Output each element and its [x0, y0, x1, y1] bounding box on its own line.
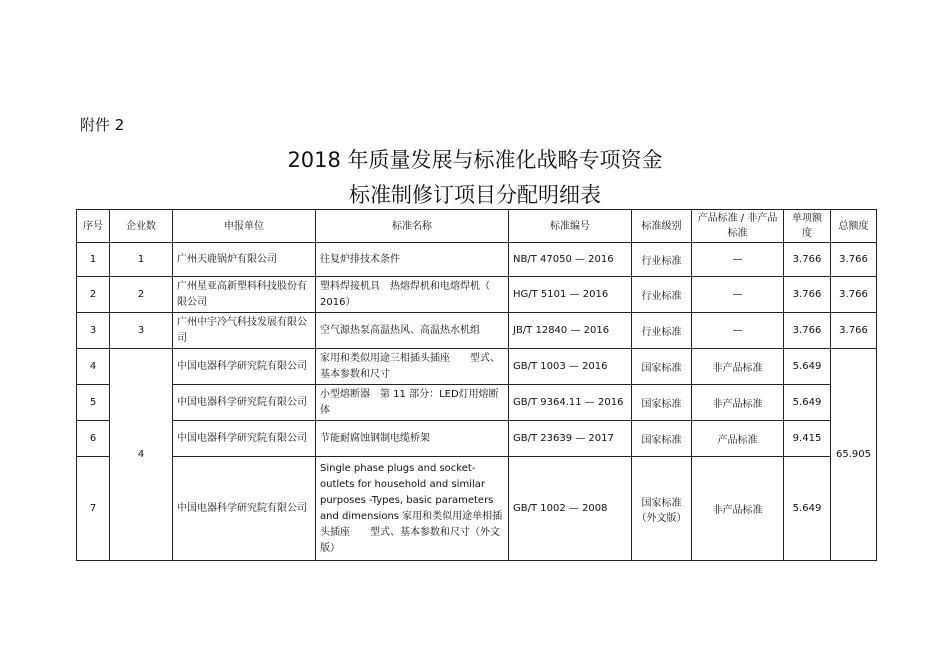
- cell-standard-code: NB/T 47050 — 2016: [509, 243, 632, 277]
- cell-unit-quota: 5.649: [784, 385, 831, 421]
- cell-product-type: 非产品标准: [692, 385, 784, 421]
- cell-seq: 7: [77, 457, 110, 561]
- cell-company-count: 4: [110, 349, 173, 561]
- cell-total-quota: 65.905: [831, 349, 877, 561]
- cell-total-quota: 3.766: [831, 313, 877, 349]
- cell-company-count: 1: [110, 243, 173, 277]
- cell-product-type: —: [692, 313, 784, 349]
- cell-total-quota: 3.766: [831, 277, 877, 313]
- cell-standard-name: 往复炉排技术条件: [316, 243, 509, 277]
- cell-applicant: 中国电器科学研究院有限公司: [173, 349, 316, 385]
- header-seq: 序号: [77, 210, 110, 243]
- cell-standard-name: 小型熔断器 第 11 部分：LED灯用熔断体: [316, 385, 509, 421]
- cell-seq: 5: [77, 385, 110, 421]
- cell-level: 行业标准: [632, 243, 692, 277]
- cell-unit-quota: 3.766: [784, 277, 831, 313]
- table-row: [77, 349, 877, 385]
- cell-product-type: 非产品标准: [692, 457, 784, 561]
- cell-standard-name: 节能耐腐蚀钢制电缆桥架: [316, 421, 509, 457]
- table-row: [77, 277, 877, 313]
- cell-applicant: 中国电器科学研究院有限公司: [173, 457, 316, 561]
- cell-level: 国家标准: [632, 385, 692, 421]
- cell-unit-quota: 3.766: [784, 243, 831, 277]
- header-total-quota: 总额度: [831, 210, 877, 243]
- attachment-label: 附件 2: [80, 116, 125, 134]
- cell-standard-code: JB/T 12840 — 2016: [509, 313, 632, 349]
- header-standard-name: 标准名称: [316, 210, 509, 243]
- header-company-count: 企业数: [110, 210, 173, 243]
- cell-standard-name: 塑料焊接机具 热熔焊机和电熔焊机（ 2016）: [316, 277, 509, 313]
- cell-applicant: 中国电器科学研究院有限公司: [173, 385, 316, 421]
- table-row: [77, 385, 877, 421]
- cell-product-type: 产品标准: [692, 421, 784, 457]
- cell-total-quota: 3.766: [831, 243, 877, 277]
- cell-level: 行业标准: [632, 277, 692, 313]
- table-row: [77, 243, 877, 277]
- header-product-type: 产品标准 / 非产品标准: [692, 210, 784, 243]
- cell-applicant: 广州中宇冷气科技发展有限公司: [173, 313, 316, 349]
- cell-level: 国家标准: [632, 349, 692, 385]
- cell-product-type: 非产品标准: [692, 349, 784, 385]
- table-row: [77, 421, 877, 457]
- allocation-table: [76, 209, 877, 561]
- table-row: [77, 313, 877, 349]
- header-applicant: 申报单位: [173, 210, 316, 243]
- cell-level: 国家标准（外文版）: [632, 457, 692, 561]
- cell-unit-quota: 5.649: [784, 457, 831, 561]
- cell-applicant: 中国电器科学研究院有限公司: [173, 421, 316, 457]
- cell-standard-code: GB/T 1002 — 2008: [509, 457, 632, 561]
- cell-unit-quota: 5.649: [784, 349, 831, 385]
- header-unit-quota: 单项额度: [784, 210, 831, 243]
- cell-unit-quota: 9.415: [784, 421, 831, 457]
- cell-seq: 2: [77, 277, 110, 313]
- cell-standard-name: 家用和类似用途三相插头插座 型式、基本参数和尺寸: [316, 349, 509, 385]
- cell-standard-code: HG/T 5101 — 2016: [509, 277, 632, 313]
- cell-standard-name: 空气源热泵高温热风、高温热水机组: [316, 313, 509, 349]
- cell-applicant: 广州天鹿锅炉有限公司: [173, 243, 316, 277]
- cell-standard-code: GB/T 9364.11 — 2016: [509, 385, 632, 421]
- cell-applicant: 广州星亚高新塑料科技股份有限公司: [173, 277, 316, 313]
- cell-standard-name: Single phase plugs and socket-outlets for household and similar purposes -Types, basic parameters and dimensions 家用和类似用途单相插头插座 型式、基本参数和尺寸（外文版）: [316, 457, 509, 561]
- header-standard-code: 标准编号: [509, 210, 632, 243]
- cell-unit-quota: 3.766: [784, 313, 831, 349]
- cell-standard-code: GB/T 23639 — 2017: [509, 421, 632, 457]
- document-title: 2018 年质量发展与标准化战略专项资金: [287, 148, 663, 172]
- cell-seq: 4: [77, 349, 110, 385]
- cell-level: 行业标准: [632, 313, 692, 349]
- cell-product-type: —: [692, 243, 784, 277]
- cell-level: 国家标准: [632, 421, 692, 457]
- header-level: 标准级别: [632, 210, 692, 243]
- cell-product-type: —: [692, 277, 784, 313]
- document-subtitle: 标准制修订项目分配明细表: [349, 183, 601, 207]
- cell-seq: 1: [77, 243, 110, 277]
- table-row: [77, 457, 877, 561]
- cell-standard-code: GB/T 1003 — 2016: [509, 349, 632, 385]
- cell-seq: 3: [77, 313, 110, 349]
- cell-company-count: 3: [110, 313, 173, 349]
- table-header-row: [77, 210, 877, 243]
- cell-company-count: 2: [110, 277, 173, 313]
- cell-seq: 6: [77, 421, 110, 457]
